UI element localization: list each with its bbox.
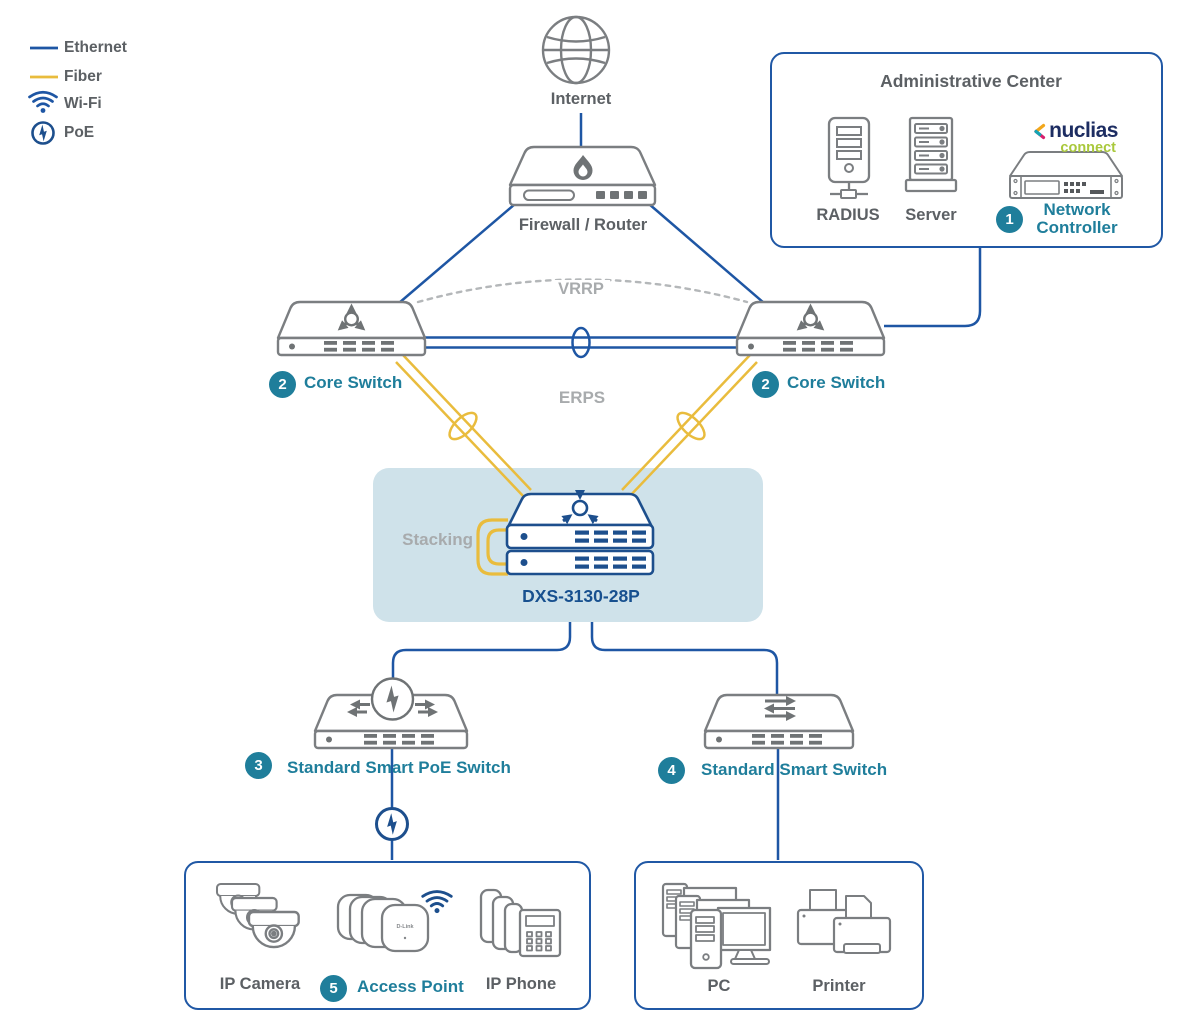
legend-fiber-label: Fiber [64,68,102,85]
core-switch-left-icon [278,302,425,355]
printer-icon [798,890,890,953]
badge-4: 4 [658,757,685,784]
poe-icon [377,809,408,840]
internet-label: Internet [550,90,612,108]
stacking-cable-inner [488,530,508,564]
access-point-icon [338,895,428,951]
lag-ring-fiber-left [445,408,481,443]
firewall-label: Firewall / Router [518,216,648,234]
ip-phone-icon [481,890,560,956]
badge-2-left: 2 [269,371,296,398]
wifi-icon [30,92,57,113]
lag-ring-ethernet [573,328,590,357]
poe-switch-label: Standard Smart PoE Switch [287,758,511,777]
server-rack-icon [906,118,956,191]
badge-1: 1 [996,206,1023,233]
link-stack-poe-switch [393,622,570,694]
legend-swatches [30,48,59,144]
fiber-left-b [403,355,531,490]
firewall-router-icon [510,147,655,205]
badge-2-right: 2 [752,371,779,398]
core-switch-right-icon [737,302,884,355]
legend-wifi-label: Wi-Fi [64,95,102,112]
link-firewall-core-right [649,204,764,303]
vrrp-arc [418,280,747,303]
nuclias-wordmark: nuclias [1049,119,1118,142]
ip-camera-icon [217,884,299,947]
smart-switch-icon [705,695,853,748]
poe-icon [33,123,54,144]
network-controller-label: Network Controller [1036,200,1118,237]
stacked-switches-icon [507,492,653,574]
ethernet-links [392,113,980,860]
radius-server-icon [829,118,869,198]
smart-switch-label: Standard Smart Switch [701,760,888,779]
wifi-icon [423,892,452,913]
erps-label: ERPS [558,388,606,407]
fiber-right-a [629,362,757,497]
pc-label: PC [707,977,731,995]
pc-icon [663,884,770,968]
stacking-label: Stacking [402,530,473,549]
core-switch-right-label: Core Switch [787,373,886,392]
link-firewall-core-left [399,204,515,303]
ip-camera-label: IP Camera [219,975,301,993]
vrrp-label: VRRP [552,280,610,299]
fiber-right-b [622,355,750,490]
printer-label: Printer [812,977,866,995]
stack-model-label: DXS-3130-28P [522,586,640,606]
poe-switch-icon [315,679,467,749]
legend-ethernet-label: Ethernet [64,39,127,56]
legend-poe-label: PoE [64,124,95,141]
internet-globe-icon [543,17,609,83]
server-label: Server [905,206,957,224]
ap-brand-text: D-Link [396,924,414,930]
network-controller-icon [1010,152,1122,198]
poe-icon [372,679,413,720]
lag-ring-fiber-right [673,408,709,443]
radius-label: RADIUS [816,206,880,224]
fiber-left-a [396,362,524,497]
core-switch-left-label: Core Switch [304,373,403,392]
ip-phone-label: IP Phone [485,975,557,993]
link-admin-core-right [884,248,980,326]
link-stack-smart-switch [592,622,777,694]
badge-5: 5 [320,975,347,1002]
nuclias-connect-sub: connect [1060,140,1116,156]
badge-3: 3 [245,752,272,779]
admin-center-title: Administrative Center [880,71,1062,91]
stacking-cable-outer [478,520,508,574]
access-point-label: Access Point [357,977,464,996]
